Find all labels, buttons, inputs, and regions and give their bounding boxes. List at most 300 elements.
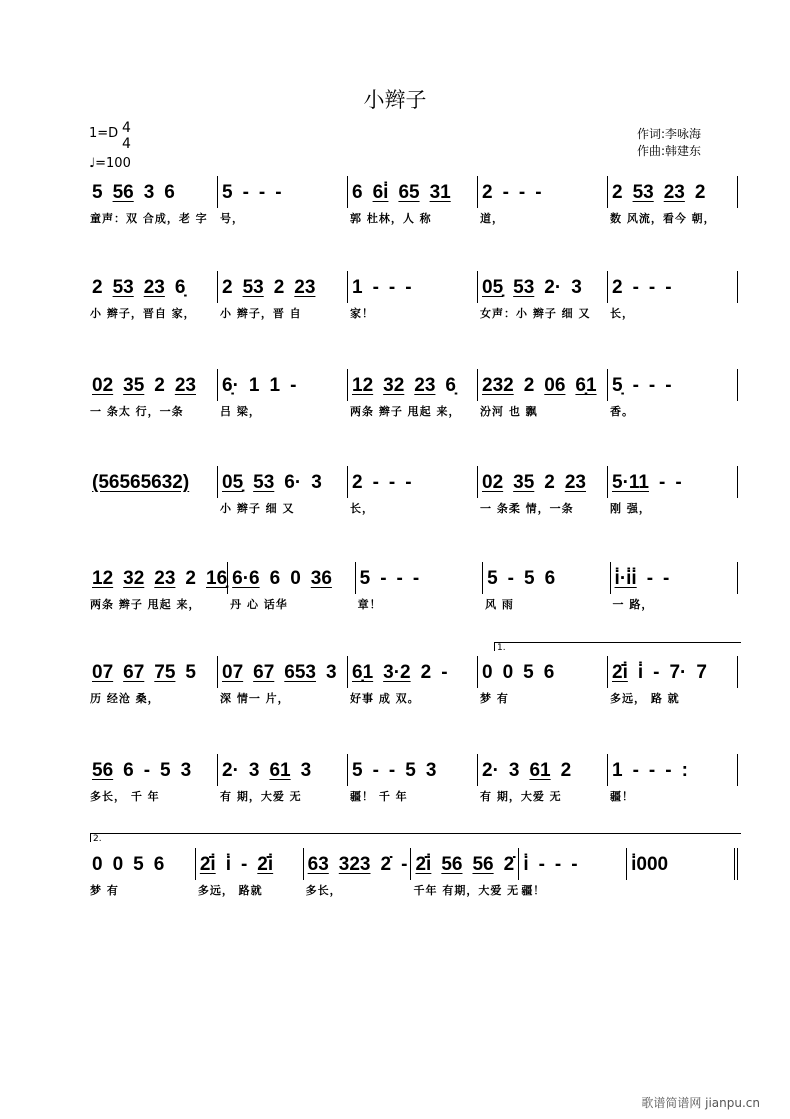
note-group: 1	[248, 375, 260, 396]
note-group: -	[380, 568, 387, 589]
note-group: 5	[185, 662, 196, 683]
note-group: 2̇i̇	[257, 854, 274, 875]
measure	[88, 656, 217, 705]
note-group: 56	[112, 182, 134, 203]
note-group: -	[290, 375, 297, 396]
note-group: 0	[112, 854, 124, 875]
note-group: 3	[508, 760, 520, 781]
measure-notes	[615, 562, 737, 590]
note-group: -	[441, 662, 448, 683]
note-group: 23	[174, 375, 196, 396]
lyrics: 郭 杜林，人 称	[350, 212, 432, 225]
lyrics: 好事 成 双。	[350, 692, 420, 705]
note-group: 02	[482, 472, 504, 493]
measure	[607, 176, 738, 225]
note-group: -	[665, 375, 672, 396]
note-group: 2	[612, 182, 623, 203]
note-group: -	[507, 568, 514, 589]
note-group: 23	[564, 472, 586, 493]
measure-notes	[482, 369, 607, 397]
measure	[477, 271, 607, 320]
time-signature	[122, 120, 131, 152]
measure	[410, 848, 520, 897]
note-group: -	[388, 472, 396, 493]
measure	[303, 848, 411, 897]
note-group: 5	[352, 760, 363, 781]
note-group: -	[665, 277, 672, 298]
note-group: -	[632, 277, 639, 298]
note-group: 653	[284, 662, 316, 683]
measure-notes	[92, 271, 217, 299]
note-group: 53	[513, 277, 535, 298]
note-group: 6i̇	[372, 182, 389, 203]
lyrics: 小 辫子，晋 自	[220, 307, 302, 320]
note-group: 5̣	[612, 375, 623, 396]
note-group: -	[535, 182, 542, 203]
measure-notes	[612, 754, 737, 782]
measure-notes	[482, 754, 607, 782]
measure-notes	[92, 562, 227, 590]
note-group: -	[632, 760, 639, 781]
measure-notes	[308, 848, 411, 876]
measure	[607, 271, 738, 320]
note-group: 2	[544, 472, 555, 493]
measure-notes	[222, 271, 347, 299]
note-group: i̇·i̇i̇	[614, 568, 637, 589]
measure-notes	[482, 656, 607, 684]
score-title: 小辫子	[363, 88, 427, 112]
note-group: -	[240, 854, 248, 875]
note-group: 6̣	[445, 375, 456, 396]
measure	[88, 271, 217, 320]
note-group: i̇	[637, 662, 644, 683]
note-group: 0	[502, 662, 514, 683]
note-group: (56565632)	[92, 472, 190, 493]
note-group: 1	[352, 277, 363, 298]
measure-notes	[92, 176, 217, 204]
note-group: -	[143, 760, 151, 781]
measure-notes	[232, 562, 354, 590]
lyrics: 数 风流，看今 朝，	[610, 212, 716, 225]
note-group: 6	[269, 568, 281, 589]
note-group: 5	[405, 760, 416, 781]
measure-notes	[612, 656, 737, 684]
note-group: 2	[612, 277, 623, 298]
measure-notes	[352, 369, 477, 397]
tempo-marking: ♩=100	[89, 156, 131, 171]
note-group: 6̣1	[575, 375, 597, 396]
note-group: 3	[571, 277, 582, 298]
note-group: 6	[123, 760, 134, 781]
note-group: 7	[696, 662, 707, 683]
measure-notes	[612, 369, 737, 397]
note-group: 56	[472, 854, 494, 875]
note-group: -	[538, 854, 545, 875]
note-group: 2̇	[503, 854, 515, 875]
measure-notes	[360, 562, 482, 590]
note-group: -	[518, 182, 526, 203]
note-group: 06	[544, 375, 566, 396]
note-group: 2̇i̇	[415, 854, 432, 875]
measure-notes	[482, 466, 607, 494]
lyrics: 童声：双 合成，老 字	[90, 212, 208, 225]
measure	[626, 848, 738, 880]
measure	[217, 369, 347, 418]
note-group: 2̇i̇	[612, 662, 628, 683]
lyrics: 小 辫子，晋自 家，	[90, 307, 196, 320]
note-group: 2·	[482, 760, 499, 781]
note-group: -	[502, 182, 509, 203]
lyrics: 家！	[350, 307, 374, 320]
note-group: 3	[325, 662, 337, 683]
score-system	[88, 271, 738, 319]
lyrics: 刚 强，	[610, 502, 651, 515]
note-group: 2	[154, 375, 165, 396]
note-group: 6	[153, 854, 165, 875]
measure-notes	[222, 369, 347, 397]
note-group: 2̇	[380, 854, 392, 875]
measure-notes	[200, 848, 303, 876]
measure-notes	[92, 369, 217, 397]
lyrics: 历 经沧 桑，	[90, 692, 160, 705]
measure	[88, 562, 228, 611]
measure	[607, 369, 738, 418]
note-group: 2	[222, 277, 233, 298]
measure	[217, 466, 347, 515]
note-group: -	[648, 760, 656, 781]
note-group: 53	[112, 277, 134, 298]
note-group: 6̣	[174, 277, 186, 298]
note-group: -	[665, 760, 672, 781]
note-group: 3	[311, 472, 322, 493]
note-group: :	[681, 760, 688, 781]
note-group: -	[653, 662, 660, 683]
measure	[607, 466, 738, 515]
note-group: 5	[523, 568, 535, 589]
note-group: 3·2	[383, 662, 411, 683]
measure-notes	[352, 656, 477, 684]
note-group: 53	[632, 182, 654, 203]
measure-notes	[487, 562, 609, 590]
lyrics: 梦 有	[480, 692, 509, 705]
note-group: 23	[143, 277, 165, 298]
note-group: -	[372, 277, 379, 298]
measure	[355, 562, 482, 611]
note-group: -	[258, 182, 266, 203]
note-group: 2	[273, 277, 285, 298]
measure	[347, 466, 477, 515]
note-group: 3	[180, 760, 192, 781]
note-group: 2	[560, 760, 572, 781]
note-group: 6·6	[232, 568, 260, 589]
note-group: 2	[482, 182, 493, 203]
note-group: 0	[92, 854, 103, 875]
note-group: 07	[222, 662, 244, 683]
measure	[347, 176, 477, 225]
note-group: 5	[359, 568, 371, 589]
note-group: -	[658, 472, 666, 493]
note-group: -	[632, 375, 639, 396]
note-group: 0	[290, 568, 301, 589]
lyrics: 号，	[220, 212, 244, 225]
lyrics: 香。	[610, 405, 634, 418]
score-system	[88, 848, 738, 896]
note-group: -	[675, 472, 682, 493]
lyrics: 汾河 也 飘	[480, 405, 538, 418]
measure	[88, 848, 195, 897]
lyrics: 疆！	[610, 790, 634, 803]
lyrics: 风 雨	[485, 598, 514, 611]
measure-notes	[415, 848, 518, 876]
lyrics: 有 期，大爱 无	[480, 790, 562, 803]
measure	[88, 466, 217, 498]
measure-notes	[352, 466, 477, 494]
measure-notes	[92, 656, 217, 684]
note-group: 2	[523, 375, 535, 396]
measure	[217, 176, 347, 225]
measure	[477, 656, 607, 705]
measure-notes	[92, 848, 195, 876]
note-group: i̇000	[631, 854, 669, 875]
measure-notes	[222, 466, 347, 494]
score-system	[88, 754, 738, 802]
lyrics: 小 辫子 细 又	[220, 502, 295, 515]
lyrics: 长，	[610, 307, 634, 320]
note-group: 2	[694, 182, 706, 203]
lyrics: 千年 有期，大爱 无	[413, 884, 520, 897]
measure-notes	[222, 754, 347, 782]
note-group: 65	[398, 182, 420, 203]
note-group: -	[396, 568, 403, 589]
measure	[477, 754, 607, 803]
note-group: 3	[425, 760, 437, 781]
note-group: -	[412, 568, 420, 589]
measure-notes	[631, 848, 734, 876]
lyrics: 多远， 路就	[197, 884, 263, 897]
composer: 作曲:韩建东	[637, 144, 702, 158]
key-signature: 1=D	[89, 126, 119, 141]
measure-notes	[92, 754, 217, 782]
note-group: 23	[663, 182, 685, 203]
note-group: -	[388, 277, 396, 298]
measure	[477, 369, 607, 418]
lyrics: 吕 梁，	[220, 405, 261, 418]
measure	[217, 754, 347, 803]
note-group: 61	[269, 760, 291, 781]
note-group: 6	[352, 182, 363, 203]
note-group: 6̣·	[222, 375, 239, 396]
note-group: 1	[269, 375, 281, 396]
time-bottom: 4	[122, 136, 131, 152]
lyricist: 作词:李咏海	[637, 127, 702, 141]
note-group: 56	[441, 854, 463, 875]
measure	[195, 848, 303, 897]
measure-notes	[352, 754, 477, 782]
measure	[347, 369, 477, 418]
note-group: 5	[92, 182, 103, 203]
measure	[227, 562, 354, 611]
note-group: i̇	[523, 854, 529, 875]
note-group: 232	[482, 375, 514, 396]
measure	[518, 848, 626, 897]
lyrics: 一 条柔 情，一条	[480, 502, 574, 515]
note-group: 35	[513, 472, 535, 493]
note-group: -	[648, 375, 656, 396]
measure	[347, 754, 477, 803]
note-group: -	[405, 277, 412, 298]
note-group: 56	[92, 760, 114, 781]
note-group: 02	[92, 375, 114, 396]
note-group: 31	[429, 182, 451, 203]
measure-notes	[222, 176, 347, 204]
note-group: 2	[420, 662, 432, 683]
credits	[637, 126, 701, 160]
note-group: 7·	[669, 662, 687, 683]
measure	[88, 369, 217, 418]
measure	[88, 754, 217, 803]
score-system	[88, 176, 738, 224]
measure-notes	[612, 466, 737, 494]
note-group: 3	[248, 760, 260, 781]
measure	[607, 754, 738, 803]
note-group: 35	[123, 375, 145, 396]
note-group: 53	[242, 277, 264, 298]
note-group: 63	[307, 854, 329, 875]
score-system	[88, 562, 738, 610]
note-group: 67	[123, 662, 145, 683]
note-group: 5	[222, 182, 233, 203]
lyrics: 女声：小 辫子 细 又	[480, 307, 591, 320]
measure	[607, 656, 738, 705]
lyrics: 多远， 路 就	[610, 692, 680, 705]
lyrics: 一 条太 行，一条	[90, 405, 184, 418]
note-group: i̇	[225, 854, 231, 875]
lyrics: 章！	[357, 598, 382, 611]
note-group: -	[405, 472, 412, 493]
time-top: 4	[122, 120, 131, 136]
measure	[610, 562, 738, 611]
note-group: 0	[482, 662, 493, 683]
lyrics: 深 情一 片，	[220, 692, 290, 705]
note-group: 05̣	[482, 277, 504, 298]
note-group: 3	[143, 182, 155, 203]
note-group: 6	[543, 662, 555, 683]
measure	[477, 466, 607, 515]
watermark: 歌谱简谱网 jianpu.cn	[641, 1096, 760, 1110]
measure-notes	[612, 271, 737, 299]
note-group: 5·11	[612, 472, 649, 493]
measure	[88, 176, 217, 225]
note-group: 12	[92, 568, 114, 589]
lyrics: 一 路，	[612, 598, 654, 611]
note-group: 2·	[544, 277, 562, 298]
measure	[347, 271, 477, 320]
note-group: -	[275, 182, 282, 203]
note-group: 53	[253, 472, 275, 493]
note-group: 61	[529, 760, 551, 781]
measure	[217, 271, 347, 320]
note-group: 2·	[222, 760, 239, 781]
measure-notes	[92, 466, 217, 494]
note-group: -	[648, 277, 656, 298]
measure-notes	[612, 176, 737, 204]
lyrics: 疆！	[521, 884, 546, 897]
note-group: 23	[154, 568, 176, 589]
note-group: 323	[338, 854, 371, 875]
note-group: 23	[414, 375, 436, 396]
lyrics: 丹 心 话华	[230, 598, 288, 611]
measure-notes	[482, 271, 607, 299]
note-group: 67	[253, 662, 275, 683]
measure-notes	[352, 271, 477, 299]
note-group: -	[372, 760, 379, 781]
note-group: 05̣	[222, 472, 244, 493]
note-group: -	[388, 760, 396, 781]
note-group: 07	[92, 662, 114, 683]
note-group: 6	[164, 182, 175, 203]
note-group: -	[663, 568, 670, 589]
note-group: 5	[487, 568, 498, 589]
volta-1: 1.	[494, 642, 741, 651]
measure-notes	[352, 176, 477, 204]
note-group: 1	[612, 760, 623, 781]
lyrics: 两条 辫子 甩起 来，	[350, 405, 461, 418]
lyrics: 两条 辫子 甩起 来，	[90, 598, 201, 611]
note-group: 2̇i̇	[199, 854, 216, 875]
note-group: 5	[523, 662, 534, 683]
note-group: -	[401, 854, 408, 875]
lyrics: 道，	[480, 212, 504, 225]
note-group: 6·	[284, 472, 302, 493]
note-group: 12	[352, 375, 374, 396]
note-group: 5	[133, 854, 144, 875]
note-group: 36	[310, 568, 332, 589]
note-group: -	[242, 182, 249, 203]
measure	[477, 176, 607, 225]
note-group: 5	[160, 760, 171, 781]
note-group: 32	[383, 375, 405, 396]
lyrics: 疆！ 千 年	[350, 790, 408, 803]
lyrics: 有 期，大爱 无	[220, 790, 302, 803]
note-group: -	[554, 854, 562, 875]
note-group: 32	[123, 568, 145, 589]
note-group: 75	[154, 662, 176, 683]
note-group: 6̣1	[352, 662, 374, 683]
measure	[217, 656, 347, 705]
measure	[482, 562, 609, 611]
note-group: -	[372, 472, 379, 493]
note-group: 2	[92, 277, 103, 298]
volta-2: 2.	[90, 833, 741, 842]
measure-notes	[523, 848, 626, 876]
note-group: 3	[300, 760, 312, 781]
score-system	[88, 466, 738, 514]
note-group: 16̣	[206, 568, 228, 589]
note-group: -	[646, 568, 654, 589]
note-group: 2	[185, 568, 196, 589]
measure-notes	[222, 656, 347, 684]
score-system	[88, 656, 738, 704]
score-system	[88, 369, 738, 417]
note-group: 23	[294, 277, 316, 298]
note-group: -	[571, 854, 578, 875]
lyrics: 梦 有	[90, 884, 119, 897]
lyrics: 长，	[350, 502, 374, 515]
measure-notes	[482, 176, 607, 204]
lyrics: 多长， 千 年	[90, 790, 160, 803]
note-group: 6	[544, 568, 556, 589]
note-group: 2	[352, 472, 363, 493]
